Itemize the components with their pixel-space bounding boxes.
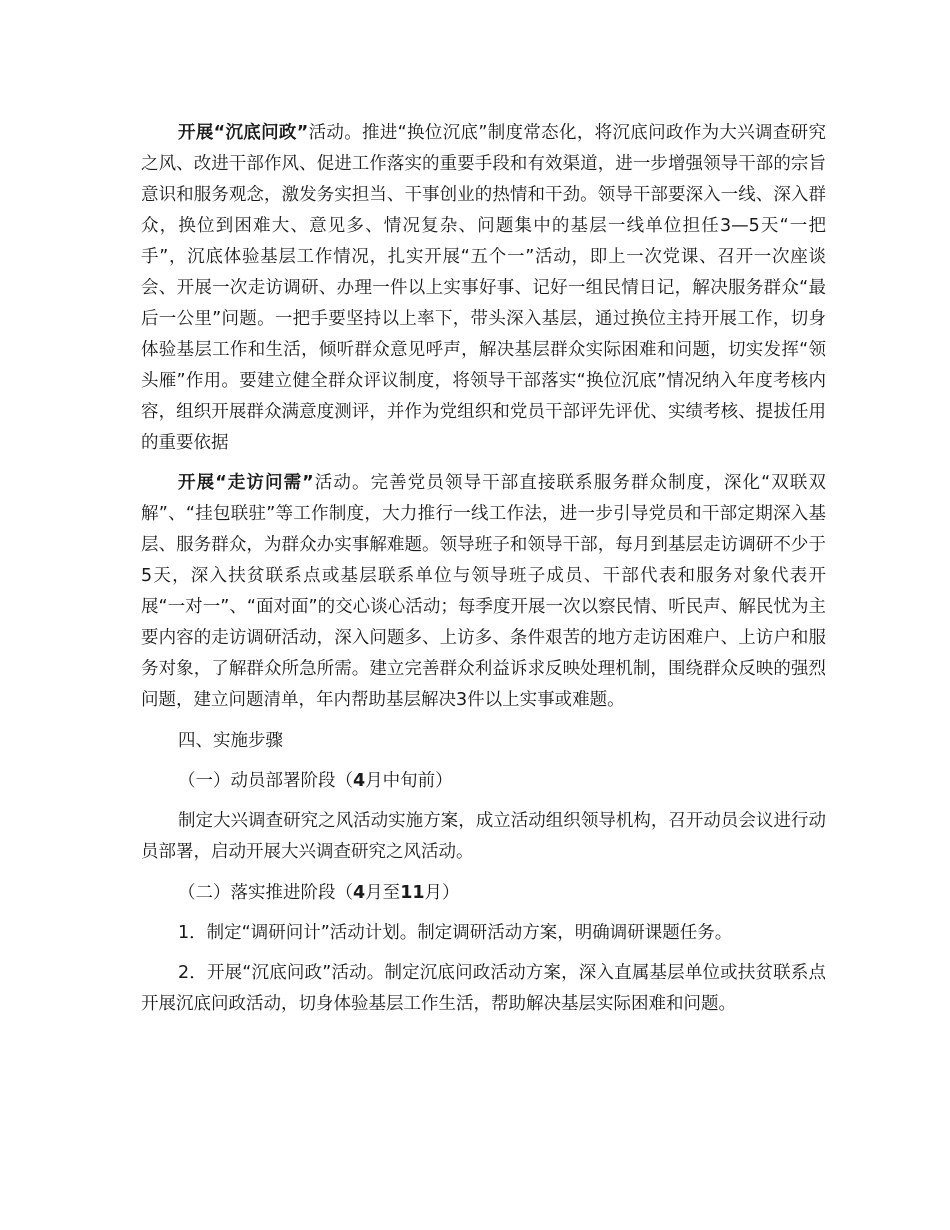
stage-1-paragraph: 制定大兴调查研究之风活动实施方案，成立活动组织领导机构，召开动员会议进行动员部署，启动开展大兴调查研究之风活动。 — [141, 811, 826, 862]
section-heading: 四、实施步骤 — [178, 731, 283, 751]
stage-heading-2: （二）落实推进阶段（4月至11月） — [178, 883, 460, 903]
paragraph-body: 活动。推进“换位沉底”制度常态化，将沉底问政作为大兴调查研究之风、改进干部作风、促进工作落实的重要手段和有效渠道，进一步增强领导干部的宗旨意识和服务观念，激发务实担当、干事创业的热情和干劲。领导干部要深入一线、深入群众，换位到困难大、意见多、情况复杂、问题集中的基层一线单位担任3—5天“一把手”，沉底体验基层工作情况，扎实开展“五个一”活动，即上一次党课、召开一次座谈会、开展一次走访调研、办理一件以上实事好事、记好一组民情日记，解决服务群众“最后一公里”问题。一把手要坚持以上率下，带头深入基层，通过换位主持开展工作，切身体验基层工作和生活，倾听群众意见呼声，解决基层群众实际困难和问题，切实发挥“领头雁”作用。要建立健全群众评议制度，将领导干部落实“换位沉底”情况纳入年度考核内容，组织开展群众满意度测评，并作为党组织和党员干部评先评优、实绩考核、提拔任用的重要依据 — [141, 123, 826, 453]
stage-heading-1: （一）动员部署阶段（4月中旬前） — [178, 771, 453, 791]
list-item-1: 1．制定“调研问计”活动计划。制定调研活动方案，明确调研课题任务。 — [178, 923, 733, 943]
list-item-2: 2．开展“沉底问政”活动。制定沉底问政活动方案，深入直属基层单位或扶贫联系点开展沉底问政活动，切身体验基层工作生活，帮助解决基层实际困难和问题。 — [141, 963, 826, 1014]
paragraph-lead: 开展“沉底问政” — [178, 123, 309, 143]
paragraph-body: 活动。完善党员领导干部直接联系服务群众制度，深化“双联双解”、“挂包联驻”等工作制度，大力推行一线工作法，进一步引导党员和干部定期深入基层、服务群众，为群众办实事解难题。领导班子和领导干部，每月到基层走访调研不少于5天，深入扶贫联系点或基层联系单位与领导班子成员、干部代表和服务对象代表开展“一对一”、“面对面”的交心谈心活动；每季度开展一次以察民情、听民声、解民忧为主要内容的走访调研活动，深入问题多、上访多、条件艰苦的地方走访困难户、上访户和服务对象，了解群众所急所需。建立完善群众利益诉求反映处理机制，围绕群众反映的强烈问题，建立问题清单，年内帮助基层解决3件以上实事或难题。 — [141, 473, 826, 710]
paragraph-lead: 开展“走访问需” — [178, 473, 314, 493]
paragraph-zoufang-wenxu — [141, 468, 826, 716]
paragraph-chendi-wenzheng — [141, 118, 826, 459]
document-page — [141, 118, 826, 1020]
